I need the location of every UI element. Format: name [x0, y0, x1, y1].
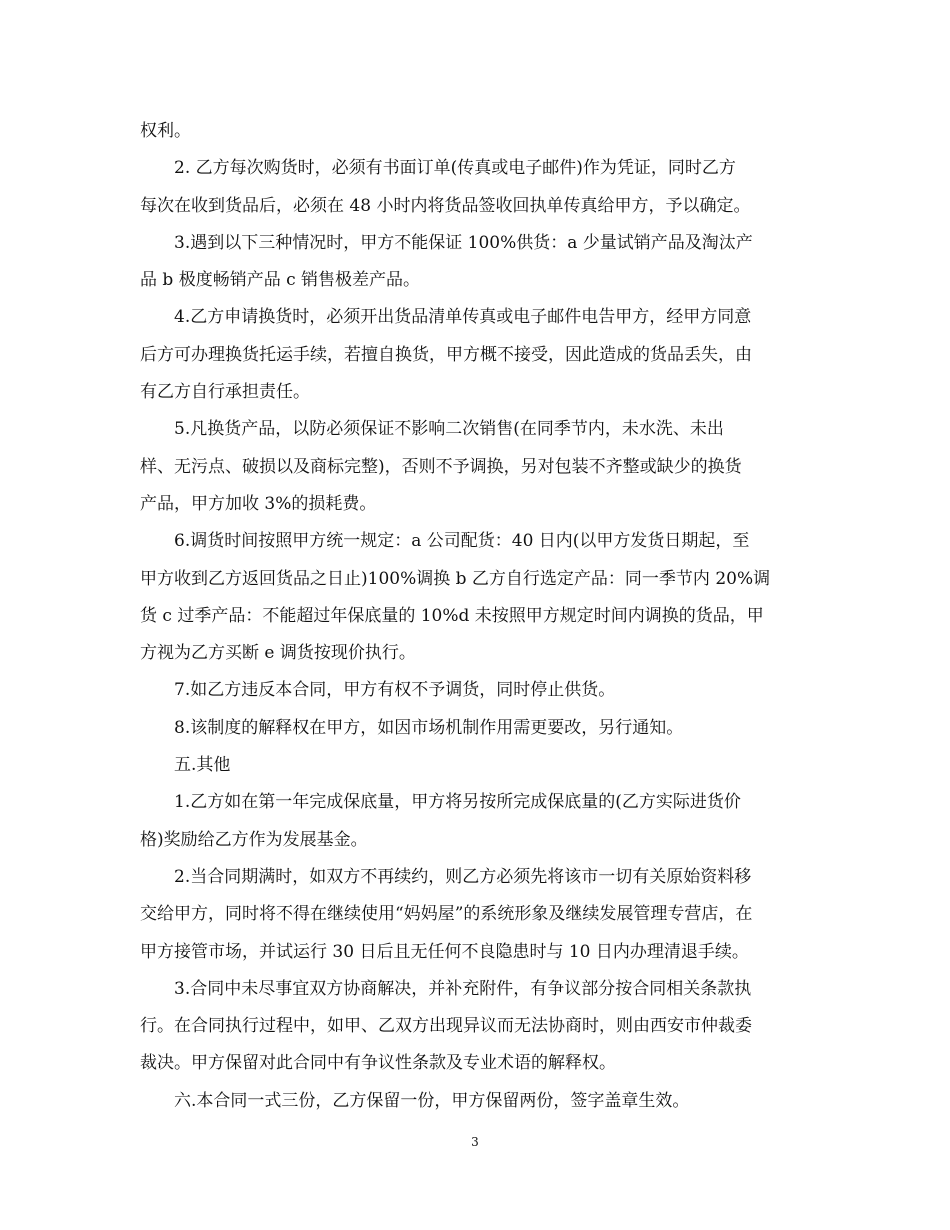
- text-line: 5.凡换货产品，以防必须保证不影响二次销售(在同季节内，未水洗、未出: [174, 419, 724, 440]
- page-number: 3: [471, 1135, 479, 1149]
- text-line: 4.乙方申请换货时，必须开出货品清单传真或电子邮件电告甲方，经甲方同意: [174, 307, 752, 328]
- text-line: 货 c 过季产品：不能超过年保底量的 10%d 未按照甲方规定时间内调换的货品，甲: [140, 605, 764, 626]
- section-heading: 六.本合同一式三份，乙方保留一份，甲方保留两份，签字盖章生效。: [174, 1090, 690, 1111]
- text-line: 样、无污点、破损以及商标完整)，否则不予调换，另对包装不齐整或缺少的换货: [140, 456, 742, 477]
- text-line: 6.调货时间按照甲方统一规定：a 公司配货：40 日内(以甲方发货日期起，至: [174, 531, 750, 552]
- text-line: 权利。: [140, 121, 191, 141]
- text-line: 甲方收到乙方返回货品之日止)100%调换 b 乙方自行选定产品：同一季节内 20%调: [140, 568, 771, 589]
- text-line: 交给甲方，同时将不得在继续使用“妈妈屋”的系统形象及继续发展管理专营店，在: [140, 904, 753, 925]
- section-heading: 五.其他: [174, 755, 231, 776]
- text-line: 每次在收到货品后，必须在 48 小时内将货品签收回执单传真给甲方，予以确定。: [140, 195, 751, 216]
- text-line: 后方可办理换货托运手续，若擅自换货，甲方概不接受，因此造成的货品丢失，由: [140, 344, 752, 365]
- text-line: 裁决。甲方保留对此合同中有争议性条款及专业术语的解释权。: [140, 1053, 616, 1074]
- text-line: 产品，甲方加收 3%的损耗费。: [140, 493, 377, 514]
- text-line: 有乙方自行承担责任。: [140, 382, 310, 403]
- text-line: 方视为乙方买断 e 调货按现价执行。: [140, 643, 416, 664]
- text-line: 7.如乙方违反本合同，甲方有权不予调货，同时停止供货。: [174, 680, 616, 701]
- text-line: 格)奖励给乙方作为发展基金。: [140, 829, 368, 850]
- text-line: 2. 乙方每次购货时，必须有书面订单(传真或电子邮件)作为凭证，同时乙方: [174, 158, 736, 179]
- text-line: 3.遇到以下三种情况时，甲方不能保证 100%供货：a 少量试销产品及淘汰产: [174, 232, 753, 253]
- text-line: 甲方接管市场，并试运行 30 日后且无任何不良隐患时与 10 日内办理清退手续。: [140, 941, 749, 962]
- document-body: [140, 116, 816, 1123]
- text-line: 行。在合同执行过程中，如甲、乙双方出现异议而无法协商时，则由西安市仲裁委: [140, 1016, 752, 1037]
- text-line: 8.该制度的解释权在甲方，如因市场机制作用需更要改，另行通知。: [174, 717, 684, 738]
- text-line: 品 b 极度畅销产品 c 销售极差产品。: [140, 270, 421, 291]
- text-line: 2.当合同期满时，如双方不再续约，则乙方必须先将该市一切有关原始资料移: [174, 866, 752, 887]
- text-line: 1.乙方如在第一年完成保底量，甲方将另按所完成保底量的(乙方实际进货价: [174, 792, 741, 813]
- text-line: 3.合同中未尽事宜双方协商解决，并补充附件，有争议部分按合同相关条款执: [174, 978, 752, 999]
